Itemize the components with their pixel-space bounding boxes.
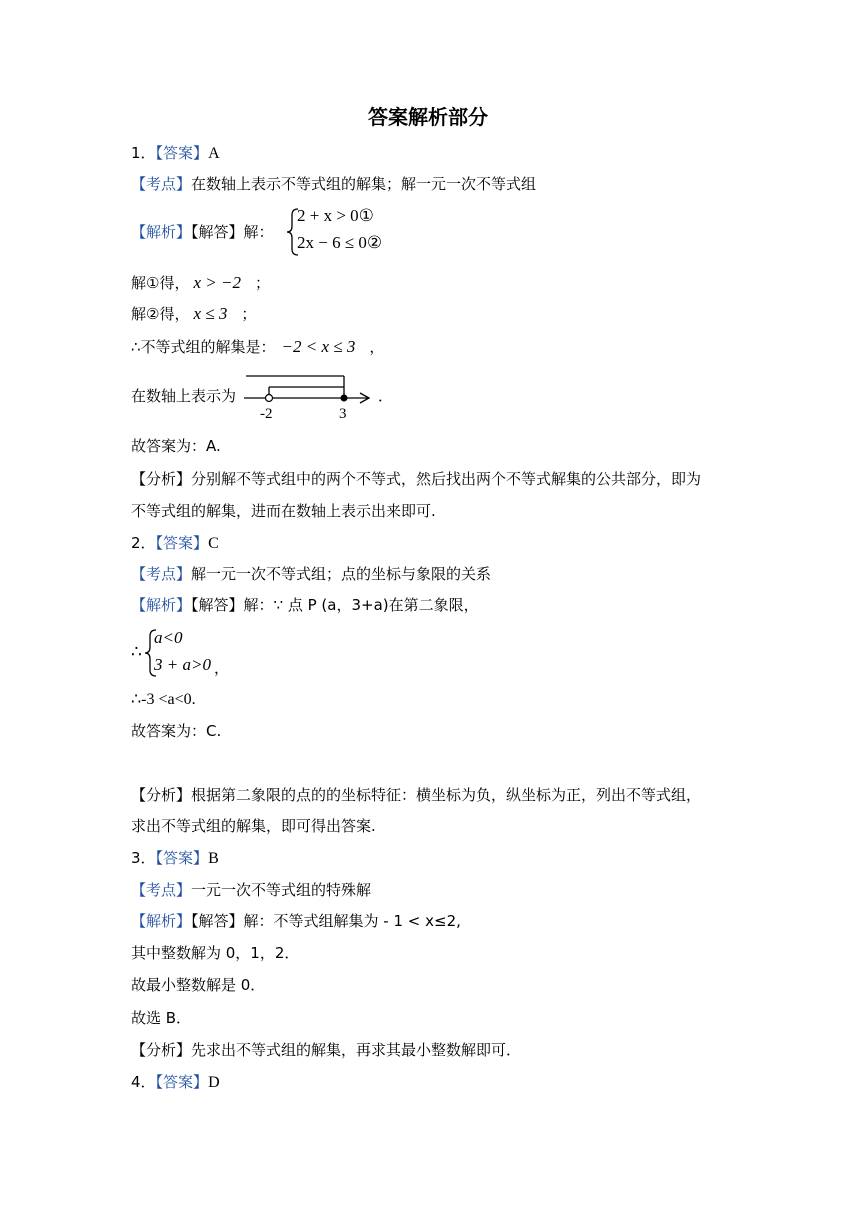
q1-step1-math: x > −2 [193, 273, 241, 292]
q1-numline-suffix: ． [378, 387, 394, 405]
q1-step1 [131, 273, 270, 293]
q1-answer: A [208, 145, 220, 162]
q2-system-line2: 3 + a>0 [154, 655, 211, 674]
q1-numline-label-left: -2 [260, 406, 273, 422]
q1-number: 1． [131, 144, 156, 162]
q1-step1-suffix: ； [254, 274, 270, 292]
q3-kaodian-tag: 【考点】 [131, 881, 192, 899]
q2-answer-line [131, 533, 219, 554]
q1-numline-closed-point [341, 395, 348, 402]
q1-step2-math: x ≤ 3 [193, 304, 228, 323]
q1-step3-math: −2 < x ≤ 3 [281, 337, 356, 356]
q3-line3: 故最小整数解是 0． [131, 976, 266, 994]
q2-jiexi-line [131, 595, 479, 615]
q3-answer-tag: 【答案】 [155, 849, 209, 867]
q1-conclusion: 故答案为：A. [131, 437, 221, 455]
q3-jieda-tag: 【解答】 [191, 912, 244, 930]
q3-kaodian-line [131, 880, 371, 900]
q1-answer-tag: 【答案】 [155, 144, 209, 162]
q3-fenxi-tag: 【分析】 [131, 1041, 192, 1059]
q2-number: 2． [131, 534, 156, 552]
q1-number-line-figure [244, 374, 374, 422]
q2-kaodian: 解一元一次不等式组；点的坐标与象限的关系 [191, 565, 492, 583]
q1-fenxi-line2: 不等式组的解集，进而在数轴上表示出来即可. [131, 502, 436, 520]
q2-conclusion: 故答案为：C. [131, 722, 222, 740]
q3-jiexi-tag: 【解析】 [131, 912, 192, 930]
q2-answer: C [208, 535, 219, 552]
q1-fenxi-tag: 【分析】 [131, 470, 192, 488]
q2-system-line1: a<0 [154, 628, 183, 647]
q1-numline-open-point [266, 395, 273, 402]
q1-step2-prefix: 解②得， [131, 305, 190, 323]
q2-answer-tag: 【答案】 [155, 534, 209, 552]
q1-numline-prefix: 在数轴上表示为 [131, 387, 237, 405]
q1-step3 [131, 337, 384, 357]
q3-fenxi-line [131, 1040, 521, 1060]
q2-kaodian-line [131, 564, 491, 584]
q3-jiexi-line [131, 911, 461, 931]
q1-fenxi-line1 [131, 469, 701, 489]
q1-jie: 解： [243, 223, 274, 241]
q3-answer-line [131, 848, 219, 869]
q2-jiexi-tag: 【解析】 [131, 596, 192, 614]
q2-fenxi-tag: 【分析】 [131, 786, 192, 804]
q1-kaodian: 在数轴上表示不等式组的解集；解一元一次不等式组 [191, 175, 537, 193]
q1-step1-prefix: 解①得， [131, 274, 190, 292]
q3-fenxi-text: 先求出不等式组的解集，再求其最小整数解即可． [191, 1041, 522, 1059]
q3-number: 3． [131, 849, 156, 867]
q2-kaodian-tag: 【考点】 [131, 565, 192, 583]
q2-fenxi-line1 [131, 785, 701, 805]
q1-step3-suffix: ， [369, 338, 385, 356]
q1-jieda-tag: 【解答】 [191, 223, 244, 241]
q3-jiexi-text: 解：不等式组解集为 - 1 < x≤2, [243, 912, 461, 930]
q1-fenxi-text1: 分别解不等式组中的两个不等式，然后找出两个不等式解集的公共部分，即为 [191, 470, 702, 488]
q2-therefore: ∴ [131, 642, 142, 662]
q4-answer-tag: 【答案】 [155, 1073, 209, 1091]
q2-system-suffix: ， [214, 659, 230, 677]
q4-answer-line [131, 1072, 220, 1093]
q1-kaodian-line [131, 174, 536, 194]
q3-answer: B [208, 850, 219, 867]
q2-fenxi-text1: 根据第二象限的点的的坐标特征：横坐标为负，纵坐标为正，列出不等式组， [191, 786, 702, 804]
q1-step3-prefix: ∴不等式组的解集是： [131, 338, 276, 356]
q1-step2 [131, 304, 256, 324]
q1-system-line2: 2x − 6 ≤ 0② [297, 233, 383, 252]
q2-jieda-tag: 【解答】 [191, 596, 244, 614]
q2-result: ∴-3 <a<0. [131, 691, 196, 708]
q1-jiexi-tag: 【解析】 [131, 223, 192, 241]
q3-kaodian: 一元一次不等式组的特殊解 [191, 881, 372, 899]
q1-numline-label-right: 3 [339, 406, 347, 422]
q1-answer-line [131, 143, 220, 164]
q1-step2-suffix: ； [241, 305, 257, 323]
q1-kaodian-tag: 【考点】 [131, 175, 192, 193]
q2-jiexi-text: 解：∵ 点 P (a，3+a)在第二象限， [243, 596, 479, 614]
q3-line2: 其中整数解为 0，1，2． [131, 944, 300, 962]
q3-line4: 故选 B． [131, 1009, 192, 1027]
q1-jiexi-line [131, 222, 274, 242]
q1-system-line1: 2 + x > 0① [297, 206, 374, 225]
q4-answer: D [208, 1074, 220, 1091]
q2-fenxi-line2: 求出不等式组的解集，即可得出答案. [131, 817, 376, 835]
q4-number: 4． [131, 1073, 156, 1091]
page-title: 答案解析部分 [368, 105, 488, 129]
